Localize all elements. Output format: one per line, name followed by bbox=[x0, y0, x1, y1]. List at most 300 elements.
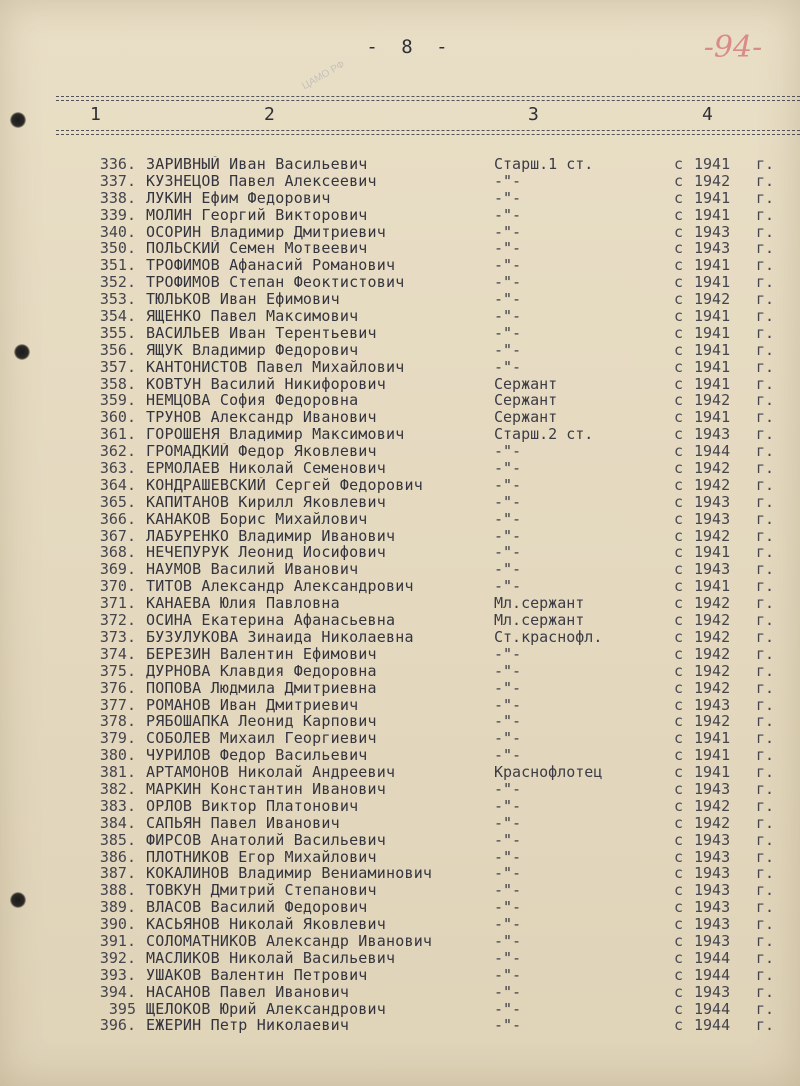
person-name: КАНТОНИСТОВ Павел Михайлович bbox=[146, 358, 405, 376]
rank: -"- bbox=[494, 189, 522, 207]
rank: -"- bbox=[494, 172, 522, 190]
entry-number: 377. bbox=[99, 695, 136, 714]
since-prefix: с bbox=[674, 290, 684, 309]
since-prefix: с bbox=[674, 881, 684, 900]
person-name: ПОЛЬСКИЙ Семен Мотвеевич bbox=[146, 240, 368, 258]
service-year: 1943 bbox=[694, 915, 731, 934]
service-year: 1944 bbox=[694, 948, 731, 967]
entry-number: 363. bbox=[99, 459, 136, 478]
rank: -"- bbox=[494, 274, 522, 292]
column-header-1: 1 bbox=[90, 104, 101, 125]
service-year: 1943 bbox=[694, 830, 731, 849]
entry-number: 365. bbox=[99, 492, 136, 511]
list-item bbox=[0, 832, 800, 849]
list-item bbox=[0, 984, 800, 1001]
entry-number: 350. bbox=[99, 239, 136, 258]
list-item bbox=[0, 359, 800, 376]
page-number: - 8 - bbox=[366, 36, 454, 58]
year-unit: г. bbox=[756, 526, 775, 545]
service-year: 1942 bbox=[694, 594, 731, 613]
list-item bbox=[0, 561, 800, 578]
punch-hole-top bbox=[10, 112, 26, 128]
service-year: 1941 bbox=[694, 256, 731, 275]
person-name: КАПИТАНОВ Кирилл Яковлевич bbox=[146, 493, 386, 511]
since-prefix: с bbox=[674, 661, 684, 680]
list-item bbox=[0, 697, 800, 714]
service-year: 1941 bbox=[694, 763, 731, 782]
list-item bbox=[0, 173, 800, 190]
service-year: 1943 bbox=[694, 492, 731, 511]
rank: -"- bbox=[494, 544, 522, 562]
entry-number: 386. bbox=[99, 847, 136, 866]
entry-number: 336. bbox=[99, 155, 136, 173]
list-item bbox=[0, 730, 800, 747]
rank: -"- bbox=[494, 1000, 522, 1018]
list-item bbox=[0, 477, 800, 494]
since-prefix: с bbox=[674, 560, 684, 579]
person-name: КОКАЛИНОВ Владимир Вениаминович bbox=[146, 865, 433, 883]
year-unit: г. bbox=[756, 611, 775, 630]
entry-number: 364. bbox=[99, 475, 136, 494]
entry-number: 361. bbox=[99, 425, 136, 444]
since-prefix: с bbox=[674, 796, 684, 815]
service-year: 1943 bbox=[694, 982, 731, 1001]
person-name: МОЛИН Георгий Викторович bbox=[146, 206, 368, 224]
year-unit: г. bbox=[756, 307, 775, 326]
person-name: ЕЖЕРИН Петр Николаевич bbox=[146, 1017, 350, 1035]
entry-number: 380. bbox=[99, 746, 136, 765]
entry-number: 339. bbox=[99, 205, 136, 224]
person-name: ТЮЛЬКОВ Иван Ефимович bbox=[146, 291, 340, 309]
person-name: ЩЕЛОКОВ Юрий Александрович bbox=[146, 1000, 386, 1018]
service-year: 1944 bbox=[694, 442, 731, 461]
header-rule-top bbox=[56, 96, 800, 101]
person-name: ОРЛОВ Виктор Платонович bbox=[146, 797, 359, 815]
entry-number: 391. bbox=[99, 931, 136, 950]
since-prefix: с bbox=[674, 695, 684, 714]
year-unit: г. bbox=[756, 323, 775, 342]
service-year: 1943 bbox=[694, 931, 731, 950]
list-item bbox=[0, 376, 800, 393]
since-prefix: с bbox=[674, 374, 684, 393]
rank: -"- bbox=[494, 932, 522, 950]
service-year: 1941 bbox=[694, 729, 731, 748]
service-year: 1942 bbox=[694, 171, 731, 190]
since-prefix: с bbox=[674, 644, 684, 663]
entry-number: 372. bbox=[99, 611, 136, 630]
list-item bbox=[0, 882, 800, 899]
service-year: 1941 bbox=[694, 746, 731, 765]
service-year: 1943 bbox=[694, 898, 731, 917]
year-unit: г. bbox=[756, 729, 775, 748]
list-item bbox=[0, 257, 800, 274]
entry-number: 369. bbox=[99, 560, 136, 579]
year-unit: г. bbox=[756, 205, 775, 224]
since-prefix: с bbox=[674, 864, 684, 883]
person-name: ТРУНОВ Александр Иванович bbox=[146, 409, 377, 427]
rank: -"- bbox=[494, 983, 522, 1001]
since-prefix: с bbox=[674, 323, 684, 342]
year-unit: г. bbox=[756, 560, 775, 579]
rank: -"- bbox=[494, 257, 522, 275]
service-year: 1942 bbox=[694, 611, 731, 630]
since-prefix: с bbox=[674, 256, 684, 275]
rank: -"- bbox=[494, 730, 522, 748]
entry-number: 353. bbox=[99, 290, 136, 309]
rank: -"- bbox=[494, 679, 522, 697]
entry-number: 338. bbox=[99, 188, 136, 207]
person-name: СОЛОМАТНИКОВ Александр Иванович bbox=[146, 932, 433, 950]
person-name: НАСАНОВ Павел Иванович bbox=[146, 983, 350, 1001]
list-item bbox=[0, 680, 800, 697]
rank: -"- bbox=[494, 797, 522, 815]
list-item bbox=[0, 950, 800, 967]
year-unit: г. bbox=[756, 171, 775, 190]
rank: -"- bbox=[494, 848, 522, 866]
entry-number: 368. bbox=[99, 543, 136, 562]
person-name: БУЗУЛУКОВА Зинаида Николаевна bbox=[146, 628, 414, 646]
rank: -"- bbox=[494, 527, 522, 545]
since-prefix: с bbox=[674, 982, 684, 1001]
column-header-3: 3 bbox=[528, 104, 539, 125]
service-year: 1941 bbox=[694, 323, 731, 342]
service-year: 1942 bbox=[694, 678, 731, 697]
entry-number: 356. bbox=[99, 340, 136, 359]
since-prefix: с bbox=[674, 813, 684, 832]
list-item bbox=[0, 274, 800, 291]
list-item bbox=[0, 798, 800, 815]
year-unit: г. bbox=[756, 273, 775, 292]
rank: -"- bbox=[494, 662, 522, 680]
year-unit: г. bbox=[756, 155, 775, 173]
service-year: 1944 bbox=[694, 965, 731, 984]
since-prefix: с bbox=[674, 155, 684, 173]
person-name: ТИТОВ Александр Александрович bbox=[146, 578, 414, 596]
entry-number: 375. bbox=[99, 661, 136, 680]
year-unit: г. bbox=[756, 577, 775, 596]
list-item bbox=[0, 207, 800, 224]
since-prefix: с bbox=[674, 543, 684, 562]
header-rule-bottom bbox=[56, 130, 800, 135]
year-unit: г. bbox=[756, 290, 775, 309]
rank: -"- bbox=[494, 476, 522, 494]
person-name: КАНАЕВА Юлия Павловна bbox=[146, 595, 340, 613]
list-item bbox=[0, 494, 800, 511]
column-header-2: 2 bbox=[264, 104, 275, 125]
year-unit: г. bbox=[756, 864, 775, 883]
list-item bbox=[0, 426, 800, 443]
list-item bbox=[0, 511, 800, 528]
since-prefix: с bbox=[674, 931, 684, 950]
year-unit: г. bbox=[756, 442, 775, 461]
year-unit: г. bbox=[756, 763, 775, 782]
person-name: ТОВКУН Дмитрий Степанович bbox=[146, 882, 377, 900]
year-unit: г. bbox=[756, 712, 775, 731]
list-item bbox=[0, 544, 800, 561]
person-name: УШАКОВ Валентин Петрович bbox=[146, 966, 368, 984]
year-unit: г. bbox=[756, 492, 775, 511]
service-year: 1942 bbox=[694, 644, 731, 663]
person-name: ДУРНОВА Клавдия Федоровна bbox=[146, 662, 377, 680]
year-unit: г. bbox=[756, 847, 775, 866]
entry-number: 383. bbox=[99, 796, 136, 815]
service-year: 1942 bbox=[694, 661, 731, 680]
year-unit: г. bbox=[756, 425, 775, 444]
service-year: 1942 bbox=[694, 391, 731, 410]
entry-number: 379. bbox=[99, 729, 136, 748]
person-name: ТРОФИМОВ Степан Феоктистович bbox=[146, 274, 405, 292]
entry-number: 390. bbox=[99, 915, 136, 934]
since-prefix: с bbox=[674, 475, 684, 494]
service-year: 1943 bbox=[694, 881, 731, 900]
rank: Мл.сержант bbox=[494, 595, 585, 613]
rank: -"- bbox=[494, 578, 522, 596]
year-unit: г. bbox=[756, 746, 775, 765]
year-unit: г. bbox=[756, 915, 775, 934]
person-name: ВЛАСОВ Василий Федорович bbox=[146, 899, 368, 917]
year-unit: г. bbox=[756, 1016, 775, 1035]
since-prefix: с bbox=[674, 746, 684, 765]
service-year: 1943 bbox=[694, 509, 731, 528]
column-header-4: 4 bbox=[702, 104, 713, 125]
entry-number: 370. bbox=[99, 577, 136, 596]
service-year: 1942 bbox=[694, 796, 731, 815]
since-prefix: с bbox=[674, 188, 684, 207]
person-name: ЯЩУК Владимир Федорович bbox=[146, 341, 359, 359]
rank: -"- bbox=[494, 966, 522, 984]
service-year: 1942 bbox=[694, 712, 731, 731]
rank: -"- bbox=[494, 358, 522, 376]
service-year: 1941 bbox=[694, 205, 731, 224]
list-item bbox=[0, 308, 800, 325]
rank: -"- bbox=[494, 324, 522, 342]
person-name: ОСИНА Екатерина Афанасьевна bbox=[146, 612, 396, 629]
rank: Мл.сержант bbox=[494, 612, 585, 629]
service-year: 1941 bbox=[694, 340, 731, 359]
rank: Сержант bbox=[494, 392, 558, 410]
service-year: 1944 bbox=[694, 999, 731, 1018]
list-item bbox=[0, 764, 800, 781]
rank: Старш.1 ст. bbox=[494, 156, 594, 173]
since-prefix: с bbox=[674, 847, 684, 866]
since-prefix: с bbox=[674, 340, 684, 359]
year-unit: г. bbox=[756, 357, 775, 376]
since-prefix: с bbox=[674, 678, 684, 697]
rank: -"- bbox=[494, 240, 522, 258]
list-item bbox=[0, 528, 800, 545]
entry-number: 367. bbox=[99, 526, 136, 545]
service-year: 1943 bbox=[694, 222, 731, 241]
handwritten-sheet-number: -94- bbox=[703, 30, 763, 65]
since-prefix: с bbox=[674, 915, 684, 934]
entry-number: 395 bbox=[108, 999, 136, 1018]
entry-number: 340. bbox=[99, 222, 136, 241]
year-unit: г. bbox=[756, 779, 775, 798]
person-name: МАРКИН Константин Иванович bbox=[146, 780, 386, 798]
entry-number: 373. bbox=[99, 627, 136, 646]
rank: -"- bbox=[494, 493, 522, 511]
year-unit: г. bbox=[756, 881, 775, 900]
service-year: 1941 bbox=[694, 374, 731, 393]
entry-number: 359. bbox=[99, 391, 136, 410]
since-prefix: с bbox=[674, 948, 684, 967]
entry-number: 357. bbox=[99, 357, 136, 376]
rank: -"- bbox=[494, 713, 522, 731]
person-name: НАУМОВ Василий Иванович bbox=[146, 561, 359, 579]
person-name: МАСЛИКОВ Николай Васильевич bbox=[146, 949, 396, 967]
service-year: 1942 bbox=[694, 526, 731, 545]
service-year: 1941 bbox=[694, 307, 731, 326]
year-unit: г. bbox=[756, 898, 775, 917]
since-prefix: с bbox=[674, 611, 684, 630]
year-unit: г. bbox=[756, 644, 775, 663]
entry-number: 354. bbox=[99, 307, 136, 326]
rank: -"- bbox=[494, 223, 522, 241]
list-item bbox=[0, 646, 800, 663]
service-year: 1943 bbox=[694, 847, 731, 866]
service-year: 1943 bbox=[694, 239, 731, 258]
service-year: 1941 bbox=[694, 357, 731, 376]
entry-number: 371. bbox=[99, 594, 136, 613]
list-item bbox=[0, 747, 800, 764]
list-item bbox=[0, 916, 800, 933]
since-prefix: с bbox=[674, 1016, 684, 1035]
rank: -"- bbox=[494, 443, 522, 461]
year-unit: г. bbox=[756, 999, 775, 1018]
person-name: ЯЩЕНКО Павел Максимович bbox=[146, 308, 359, 325]
entry-number: 385. bbox=[99, 830, 136, 849]
since-prefix: с bbox=[674, 830, 684, 849]
rank: -"- bbox=[494, 949, 522, 967]
since-prefix: с bbox=[674, 239, 684, 258]
rank: Сержант bbox=[494, 409, 558, 427]
since-prefix: с bbox=[674, 594, 684, 613]
year-unit: г. bbox=[756, 678, 775, 697]
entry-number: 393. bbox=[99, 965, 136, 984]
year-unit: г. bbox=[756, 830, 775, 849]
since-prefix: с bbox=[674, 965, 684, 984]
year-unit: г. bbox=[756, 695, 775, 714]
entry-number: 351. bbox=[99, 256, 136, 275]
year-unit: г. bbox=[756, 931, 775, 950]
rank: -"- bbox=[494, 561, 522, 579]
person-name: КОВТУН Василий Никифорович bbox=[146, 375, 386, 393]
person-name: ПЛОТНИКОВ Егор Михайлович bbox=[146, 848, 377, 866]
year-unit: г. bbox=[756, 948, 775, 967]
list-item bbox=[0, 190, 800, 207]
list-item bbox=[0, 460, 800, 477]
year-unit: г. bbox=[756, 408, 775, 427]
rank: -"- bbox=[494, 814, 522, 832]
person-name: ГРОМАДКИЙ Федор Яковлевич bbox=[146, 443, 377, 461]
list-item bbox=[0, 224, 800, 241]
list-item bbox=[0, 967, 800, 984]
year-unit: г. bbox=[756, 982, 775, 1001]
list-item bbox=[0, 933, 800, 950]
person-name: ЗАРИВНЫЙ Иван Васильевич bbox=[146, 156, 368, 173]
since-prefix: с bbox=[674, 526, 684, 545]
entry-number: 374. bbox=[99, 644, 136, 663]
rank: -"- bbox=[494, 831, 522, 849]
year-unit: г. bbox=[756, 594, 775, 613]
since-prefix: с bbox=[674, 459, 684, 478]
list-item bbox=[0, 612, 800, 629]
since-prefix: с bbox=[674, 273, 684, 292]
since-prefix: с bbox=[674, 442, 684, 461]
entry-number: 382. bbox=[99, 779, 136, 798]
entry-number: 362. bbox=[99, 442, 136, 461]
since-prefix: с bbox=[674, 307, 684, 326]
rank: -"- bbox=[494, 645, 522, 663]
service-year: 1941 bbox=[694, 577, 731, 596]
list-item bbox=[0, 713, 800, 730]
rank: Сержант bbox=[494, 375, 558, 393]
since-prefix: с bbox=[674, 729, 684, 748]
rank: -"- bbox=[494, 308, 522, 325]
list-item bbox=[0, 899, 800, 916]
year-unit: г. bbox=[756, 459, 775, 478]
list-item bbox=[0, 291, 800, 308]
person-name: ОСОРИН Владимир Дмитриевич bbox=[146, 223, 386, 241]
entry-number: 376. bbox=[99, 678, 136, 697]
person-name: НЕМЦОВА София Федоровна bbox=[146, 392, 359, 410]
entry-number: 396. bbox=[99, 1016, 136, 1035]
since-prefix: с bbox=[674, 492, 684, 511]
since-prefix: с bbox=[674, 222, 684, 241]
entry-number: 360. bbox=[99, 408, 136, 427]
rank: -"- bbox=[494, 206, 522, 224]
since-prefix: с bbox=[674, 425, 684, 444]
since-prefix: с bbox=[674, 408, 684, 427]
year-unit: г. bbox=[756, 965, 775, 984]
list-item bbox=[0, 663, 800, 680]
year-unit: г. bbox=[756, 188, 775, 207]
list-item bbox=[0, 781, 800, 798]
person-name: ПОПОВА Людмила Дмитриевна bbox=[146, 679, 377, 697]
service-year: 1943 bbox=[694, 864, 731, 883]
since-prefix: с bbox=[674, 171, 684, 190]
person-name: ГОРОШЕНЯ Владимир Максимович bbox=[146, 426, 405, 444]
year-unit: г. bbox=[756, 543, 775, 562]
list-item bbox=[0, 578, 800, 595]
service-year: 1941 bbox=[694, 155, 731, 173]
rank: Ст.краснофл. bbox=[494, 628, 603, 646]
service-year: 1941 bbox=[694, 188, 731, 207]
person-name: ТРОФИМОВ Афанасий Романович bbox=[146, 257, 396, 275]
entry-number: 388. bbox=[99, 881, 136, 900]
person-name: БЕРЕЗИН Валентин Ефимович bbox=[146, 645, 377, 663]
year-unit: г. bbox=[756, 796, 775, 815]
list-item bbox=[0, 849, 800, 866]
year-unit: г. bbox=[756, 509, 775, 528]
since-prefix: с bbox=[674, 712, 684, 731]
since-prefix: с bbox=[674, 763, 684, 782]
entry-number: 352. bbox=[99, 273, 136, 292]
since-prefix: с bbox=[674, 357, 684, 376]
rank: -"- bbox=[494, 747, 522, 765]
year-unit: г. bbox=[756, 239, 775, 258]
service-year: 1944 bbox=[694, 1016, 731, 1035]
person-name: РЯБОШАПКА Леонид Карпович bbox=[146, 713, 377, 731]
rank: -"- bbox=[494, 510, 522, 528]
year-unit: г. bbox=[756, 374, 775, 393]
service-year: 1943 bbox=[694, 425, 731, 444]
list-item bbox=[0, 629, 800, 646]
since-prefix: с bbox=[674, 779, 684, 798]
service-year: 1943 bbox=[694, 560, 731, 579]
year-unit: г. bbox=[756, 627, 775, 646]
since-prefix: с bbox=[674, 577, 684, 596]
